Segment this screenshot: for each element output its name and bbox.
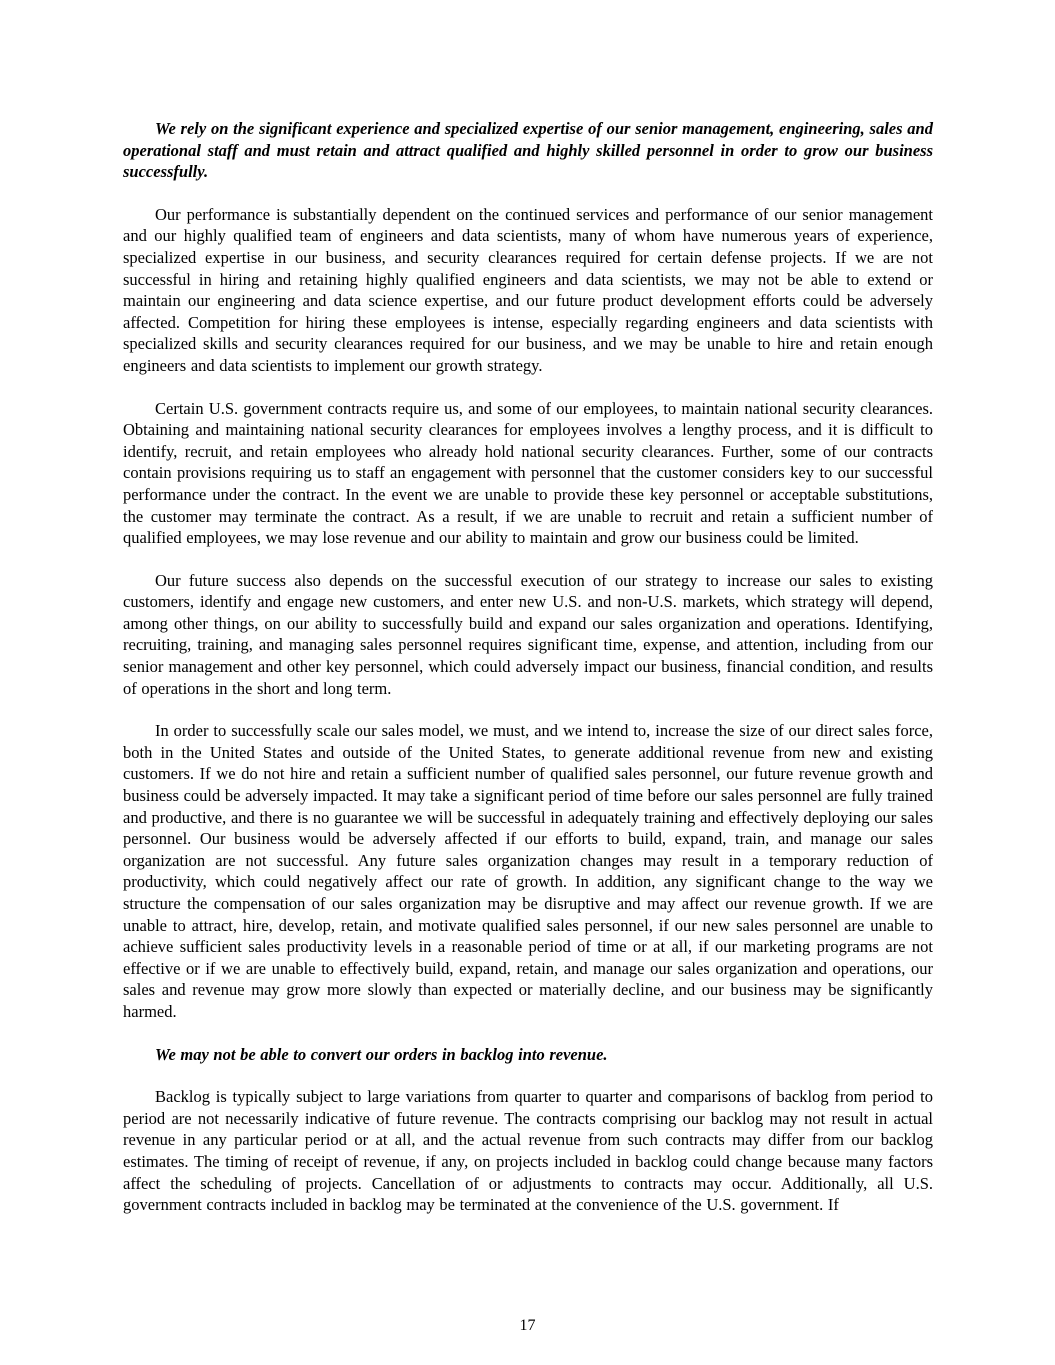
risk-heading-backlog: We may not be able to convert our orders in backlog into revenue. — [155, 1044, 608, 1064]
paragraph-security-clearances: Certain U.S. government contracts require us, and some of our employees, to maintain national security clearances. Obtaining and maintaining national security clearances for employees involves a lengthy process, and it is difficult to identify, recruit, and retain employees who already hold national security clearances. Further, some of our contracts contain provisions requiring us to staff an engagement with personnel that the customer considers key to our successful performance under the contract. In the event we are unable to provide these key personnel or acceptable substitutions, the customer may terminate the contract. As a result, if we are unable to recruit and retain a sufficient number of qualified employees, we may lose revenue and our ability to maintain and grow our business could be limited. — [123, 398, 933, 548]
paragraph-sales-model-scaling: In order to successfully scale our sales model, we must, and we intend to, increase the size of our direct sales force, both in the United States and outside of the United States, to generate additional revenue from new and existing customers. If we do not hire and retain a sufficient number of qualified sales personnel, our future revenue growth and business could be adversely impacted. It may take a significant period of time before our sales personnel are fully trained and productive, and there is no guarantee we will be successful in adequately training and effectively deploying our sales personnel. Our business would be adversely affected if our efforts to build, expand, train, and manage our sales organization are not successful. Any future sales organization changes may result in a temporary reduction of productivity, which could negatively affect our rate of growth. In addition, any significant change to the way we structure the compensation of our sales organization may be disruptive and may affect our revenue growth. If we are unable to attract, hire, develop, retain, and motivate qualified sales personnel, if our new sales personnel are unable to achieve sufficient sales productivity levels in a reasonable period of time or at all, if our marketing programs are not effective or if we are unable to effectively build, expand, retain, and manage our sales organization and operations, our sales and revenue may grow more slowly than expected or materially decline, and our business may be significantly harmed. — [123, 721, 933, 1021]
page-number: 17 — [519, 1317, 536, 1334]
paragraph-backlog-variations: Backlog is typically subject to large variations from quarter to quarter and comparisons of backlog from period to period are not necessarily indicative of future revenue. The contracts comprising our backlog may not result in actual revenue in any particular period or at all, and the actual revenue from such contracts may differ from our backlog estimates. The timing of receipt of revenue, if any, on projects included in backlog could change because many factors affect the scheduling of projects. Cancellation of or adjustments to contracts may occur. Additionally, all U.S. government contracts included in backlog may be terminated at the convenience of the U.S. government. If — [123, 1087, 933, 1215]
page-content — [123, 118, 933, 1237]
paragraph-future-success-strategy: Our future success also depends on the successful execution of our strategy to increase our sales to existing customers, identify and engage new customers, and enter new U.S. and non-U.S. markets, which strategy will depend, among other things, on our ability to successfully build and expand our sales organization and operations. Identifying, recruiting, training, and managing sales personnel requires significant time, expense, and attention, including from our senior management and other key personnel, which could adversely impact our business, financial condition, and results of operations in the short and long term. — [123, 570, 933, 698]
risk-heading-personnel: We rely on the significant experience and specialized expertise of our senior management, engineering, sales and operational staff and must retain and attract qualified and highly skilled personnel in order to grow our business successfully. — [123, 119, 933, 182]
paragraph-performance-dependence: Our performance is substantially dependent on the continued services and performance of our senior management and our highly qualified team of engineers and data scientists, many of whom have numerous years of experience, specialized expertise in our business, and security clearances required for certain defense projects. If we are not successful in hiring and retaining highly qualified engineers and data scientists, we may not be able to extend or maintain our engineering and data science expertise, and our future product development efforts could be adversely affected. Competition for hiring these employees is intense, especially regarding engineers and data scientists with specialized skills and security clearances required for our business, and we may be unable to hire and retain enough engineers and data scientists to implement our growth strategy. — [123, 204, 933, 375]
